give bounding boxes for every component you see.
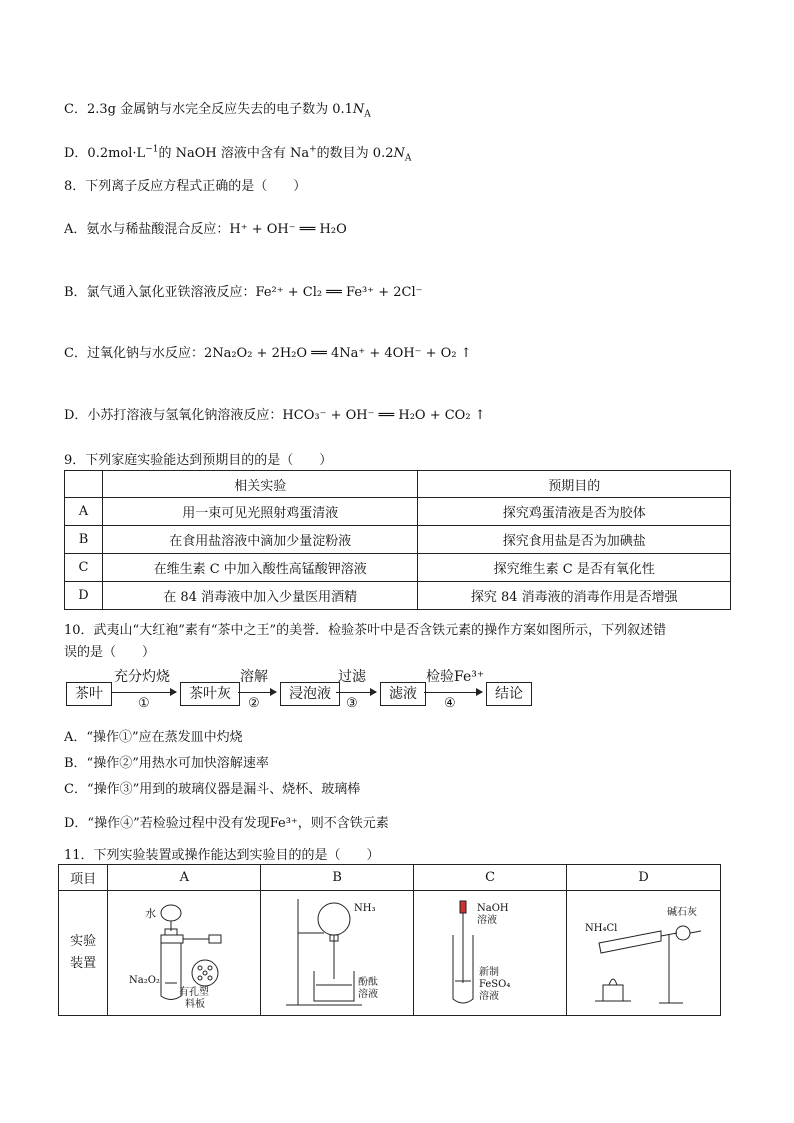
- flow-box: 茶叶灰: [180, 682, 240, 706]
- q10-flowchart: [64, 666, 544, 710]
- q10-stem-line1: 10．武夷山“大红袍”素有“茶中之王”的美誉．检验茶叶中是否含铁元素的操作方案如图所示，下列叙述错: [64, 623, 667, 638]
- apparatus-b: [261, 891, 414, 1016]
- flow-arrow: [238, 692, 276, 693]
- flow-step-number: ②: [248, 696, 260, 711]
- flow-label: 过滤: [338, 669, 366, 685]
- row-label: 实验装置: [59, 891, 108, 1016]
- table-cell: 探究 84 消毒液的消毒作用是否增强: [418, 582, 731, 610]
- q10-option-a: A．“操作①”应在蒸发皿中灼烧: [64, 730, 243, 745]
- q7-option-c: C．2.3g 金属钠与水完全反应失去的电子数为 $0.1N_A$: [64, 102, 371, 120]
- table-cell: A: [65, 498, 103, 526]
- apparatus-a-drawing: [109, 891, 259, 1011]
- table-cell: 探究鸡蛋清液是否为胶体: [418, 498, 731, 526]
- flow-arrow: [424, 692, 482, 693]
- label-reagent-2: 溶液: [477, 915, 498, 926]
- apparatus-a: [108, 891, 261, 1016]
- label-water: 水: [145, 907, 157, 920]
- apparatus-c-drawing: [415, 891, 565, 1011]
- table-row: [65, 526, 731, 554]
- q9-stem: 9．下列家庭实验能达到预期目的的是（ ）: [64, 453, 333, 468]
- label-indicator-1: 酚酞: [358, 977, 379, 988]
- apparatus-b-drawing: [262, 891, 412, 1011]
- label-solution-1: 新制: [479, 967, 500, 978]
- q10-stem-line2: 误的是（ ）: [64, 645, 156, 660]
- table-cell: 探究食用盐是否为加碘盐: [418, 526, 731, 554]
- table-cell: 在食用盐溶液中滴加少量淀粉液: [102, 526, 418, 554]
- label-drying-agent: 碱石灰: [666, 907, 697, 918]
- table-header-row: [65, 471, 731, 498]
- label-salt: NH₄Cl: [584, 923, 617, 934]
- header-cell: 相关实验: [102, 471, 418, 498]
- flow-box: 结论: [486, 682, 532, 706]
- apparatus-c: [414, 891, 567, 1016]
- flow-box: 茶叶: [66, 682, 112, 706]
- flow-step-number: ③: [346, 696, 358, 711]
- table-cell: 在维生素 C 中加入酸性高锰酸钾溶液: [102, 554, 418, 582]
- table-row: [65, 554, 731, 582]
- q8-option-a: A．氨水与稀盐酸混合反应：H⁺ + OH⁻ ══ H₂O: [64, 222, 347, 237]
- apparatus-d-drawing: [569, 891, 719, 1011]
- q8-stem: 8．下列离子反应方程式正确的是（ ）: [64, 179, 307, 194]
- q11-table: [58, 864, 721, 1016]
- q8-option-d: D．小苏打溶液与氢氧化钠溶液反应：HCO₃⁻ + OH⁻ ══ H₂O + CO₂ ↑: [64, 408, 486, 423]
- flow-box: 滤液: [380, 682, 426, 706]
- table-cell: B: [65, 526, 103, 554]
- flow-label: 充分灼烧: [114, 669, 170, 685]
- q11-stem: 11．下列实验装置或操作能达到实验目的的是（ ）: [64, 848, 380, 863]
- q9-table: [64, 470, 731, 610]
- q8-option-b: B．氯气通入氯化亚铁溶液反应：Fe²⁺ + Cl₂ ══ Fe³⁺ + 2Cl⁻: [64, 285, 423, 300]
- flow-label: 检验Fe³⁺: [426, 669, 485, 685]
- flow-box: 浸泡液: [280, 682, 340, 706]
- flow-label: 溶解: [240, 669, 268, 685]
- table-cell: D: [65, 582, 103, 610]
- header-cell: C: [414, 865, 567, 891]
- label-solution-3: 溶液: [479, 991, 500, 1002]
- label-solution-2: FeSO₄: [479, 979, 511, 990]
- table-cell: 用一束可见光照射鸡蛋清液: [102, 498, 418, 526]
- flow-arrow: [336, 692, 376, 693]
- q10-option-c: C．“操作③”用到的玻璃仪器是漏斗、烧杯、玻璃棒: [64, 782, 361, 797]
- table-cell: C: [65, 554, 103, 582]
- label-reagent-1: NaOH: [477, 903, 509, 914]
- header-cell: B: [261, 865, 414, 891]
- label-plate-2: 料板: [185, 999, 206, 1010]
- header-cell: D: [567, 865, 721, 891]
- flow-arrow: [112, 692, 176, 693]
- flow-step-number: ①: [138, 696, 150, 711]
- label-indicator-2: 溶液: [358, 989, 379, 1000]
- q7-option-d: D．$0.2mol\cdot L^{-1}$的 NaOH 溶液中含有 Na+的数目为 $0.2N_A$: [64, 144, 412, 164]
- flow-step-number: ④: [444, 696, 456, 711]
- header-cell: A: [108, 865, 261, 891]
- header-cell: [65, 471, 103, 498]
- table-cell: 探究维生素 C 是否有氧化性: [418, 554, 731, 582]
- table-cell: 在 84 消毒液中加入少量医用酒精: [102, 582, 418, 610]
- q8-option-c: C．过氧化钠与水反应：2Na₂O₂ + 2H₂O ══ 4Na⁺ + 4OH⁻ + O₂ ↑: [64, 346, 472, 361]
- header-cell: 项目: [59, 865, 108, 891]
- table-row: [65, 582, 731, 610]
- table-row: [65, 498, 731, 526]
- label-solid: Na₂O₂: [129, 975, 161, 986]
- q10-option-d: D．“操作④”若检验过程中没有发现Fe³⁺，则不含铁元素: [64, 816, 389, 831]
- table-row: [59, 891, 721, 1016]
- table-header-row: [59, 865, 721, 891]
- apparatus-d: [567, 891, 721, 1016]
- label-plate-1: 有孔塑: [179, 987, 210, 998]
- header-cell: 预期目的: [418, 471, 731, 498]
- label-gas: NH₃: [354, 903, 376, 914]
- q10-option-b: B．“操作②”用热水可加快溶解速率: [64, 756, 269, 771]
